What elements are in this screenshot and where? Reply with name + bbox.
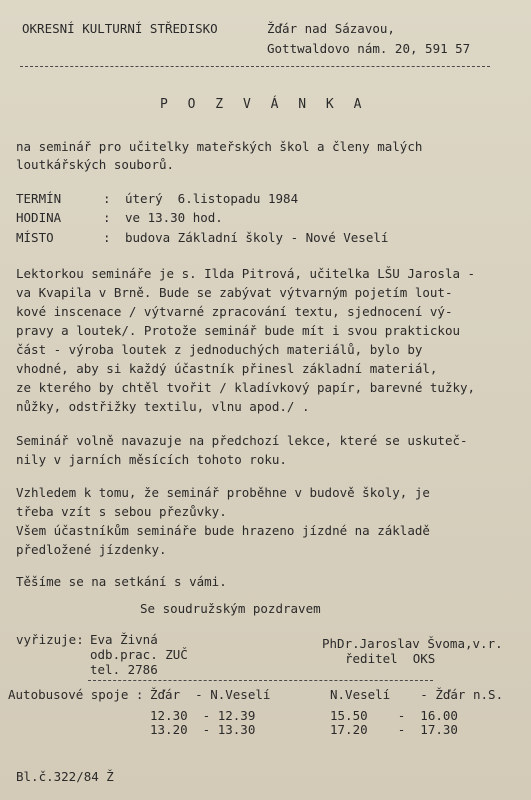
paragraph-4-line: předložené jízdenky. xyxy=(16,542,167,557)
signatory-name: PhDr.Jaroslav Švoma,v.r. xyxy=(322,636,503,651)
detail-value-hodina: ve 13.30 hod. xyxy=(125,210,223,225)
paragraph-1-line: va Kvapila v Brně. Bude se zabývat výtvarným pojetím lout- xyxy=(16,285,453,300)
org-address: Gottwaldovo nám. 20, 591 57 xyxy=(267,41,471,56)
paragraph-1-line: nůžky, odstřižky textilu, vlnu apod./ . xyxy=(16,399,310,414)
contact-label: vyřizuje: xyxy=(16,632,84,647)
paragraph-1-line: část - výroba loutek z jednoduchých materiálů, bylo by xyxy=(16,342,423,357)
intro-line-1: na seminář pro učitelky mateřských škol a členy malých xyxy=(16,139,423,154)
detail-sep: : xyxy=(103,230,111,245)
detail-sep: : xyxy=(103,191,111,206)
paragraph-4-line: Všem účastníkům semináře bude hrazeno jízdné na základě xyxy=(16,523,430,538)
org-city: Žďár nad Sázavou, xyxy=(267,21,395,36)
detail-value-misto: budova Základní školy - Nové Veselí xyxy=(125,230,389,245)
bus-time-b: 17.20 - 17.30 xyxy=(330,722,458,737)
paragraph-1-line: ze kterého by chtěl tvořit / kladívkový papír, barevné tužky, xyxy=(16,380,476,395)
paragraph-1-line: pravy a loutek/. Protože seminář bude mít i svou praktickou xyxy=(16,323,461,338)
contact-divider xyxy=(88,680,433,681)
bus-time-b: 15.50 - 16.00 xyxy=(330,708,458,723)
footer-reference: Bl.č.322/84 Ž xyxy=(16,769,114,784)
detail-label-misto: MÍSTO xyxy=(16,230,54,245)
detail-value-termin: úterý 6.listopadu 1984 xyxy=(125,191,299,206)
detail-label-hodina: HODINA xyxy=(16,210,62,225)
bus-route-2: N.Veselí - Žďár n.S. xyxy=(330,687,504,702)
bus-time-a: 13.20 - 13.30 xyxy=(150,722,256,737)
paragraph-1-line: Lektorkou semináře je s. Ilda Pitrová, učitelka LŠU Jarosla - xyxy=(16,266,476,281)
closing-line: Těšíme se na setkání s vámi. xyxy=(16,574,227,589)
intro-line-2: loutkářských souborů. xyxy=(16,157,175,172)
bus-route-1: Žďár - N.Veselí xyxy=(150,687,271,702)
contact-dept: odb.prac. ZUČ xyxy=(90,647,188,662)
detail-sep: : xyxy=(103,210,111,225)
detail-label-termin: TERMÍN xyxy=(16,191,62,206)
paragraph-2-line: Seminář volně navazuje na předchozí lekce, které se uskuteč- xyxy=(16,433,468,448)
paragraph-1-line: kové inscenace / výtvarné zpracování textu, sjednocení vý- xyxy=(16,304,453,319)
org-name: OKRESNÍ KULTURNÍ STŘEDISKO xyxy=(22,21,218,36)
contact-phone: tel. 2786 xyxy=(90,662,158,677)
paragraph-1-line: vhodné, aby si každý účastník přinesl základní materiál, xyxy=(16,361,438,376)
header-divider xyxy=(20,66,490,67)
signatory-role: ředitel OKS xyxy=(345,651,436,666)
document-title: P O Z V Á N K A xyxy=(160,97,368,112)
greeting-line: Se soudružským pozdravem xyxy=(140,601,321,616)
contact-name: Eva Živná xyxy=(90,632,158,647)
paragraph-2-line: nily v jarních měsících tohoto roku. xyxy=(16,452,287,467)
paragraph-3-line: třeba vzít s sebou přezůvky. xyxy=(16,504,227,519)
bus-label: Autobusové spoje : xyxy=(8,687,144,702)
bus-time-a: 12.30 - 12.39 xyxy=(150,708,256,723)
paragraph-3-line: Vzhledem k tomu, že seminář proběhne v budově školy, je xyxy=(16,485,430,500)
